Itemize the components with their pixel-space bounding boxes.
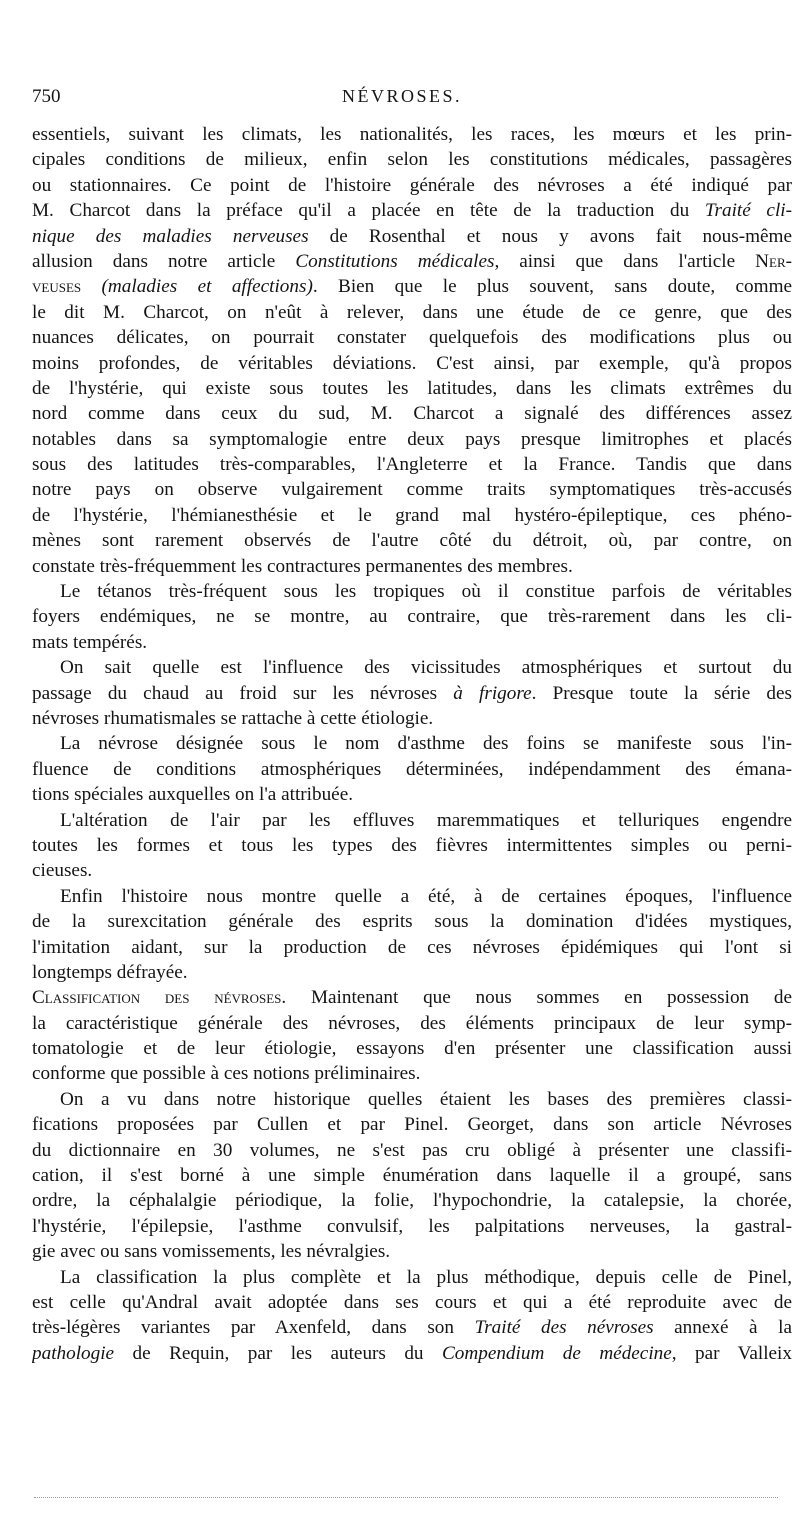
text-line: du dictionnaire en 30 volumes, ne s'est pas cru obligé à présenter une classifi-	[32, 1139, 792, 1161]
text-line: essentiels, suivant les climats, les nationalités, les races, les mœurs et les prin-	[32, 124, 792, 145]
text-line: On a vu dans notre historique quelles étaient les bases des premières classi-	[60, 1088, 792, 1110]
text-line: On sait quelle est l'influence des vicissitudes atmosphériques et surtout du	[60, 657, 792, 679]
text-line: cation, il s'est borné à une simple énumération dans laquelle il a groupé, sans	[32, 1165, 792, 1187]
text-line: Classification des névroses. Maintenant que nous sommes en possession de	[32, 987, 792, 1009]
text-line: tomatologie et de leur étiologie, essayons d'en présenter une classification aussi	[32, 1038, 792, 1060]
italic-text: nique des maladies nerveuses	[32, 225, 309, 247]
text-line: de l'hystérie, qui existe sous toutes les latitudes, dans les climats extrêmes du	[32, 377, 792, 399]
text-line: tions spéciales auxquelles on l'a attribuée.	[32, 784, 354, 806]
text-line: La névrose désignée sous le nom d'asthme des foins se manifeste sous l'in-	[60, 733, 792, 755]
text-line: Le tétanos très-fréquent sous les tropiques où il constitue parfois de véritables	[60, 581, 792, 603]
running-title: NÉVROSES.	[341, 86, 462, 106]
italic-text: Traité cli-	[704, 200, 792, 222]
text-line: sous des latitudes très-comparables, l'Angleterre et la France. Tandis que dans	[32, 454, 792, 476]
text-line: pathologie de Requin, par les auteurs du Compendium de médecine, par Valleix	[32, 1342, 792, 1364]
italic-text: Traité des névroses	[474, 1317, 654, 1339]
text-line: fications proposées par Cullen et par Pinel. Georget, dans son article Névroses	[32, 1114, 792, 1136]
text-line: gie avec ou sans vomissements, les névralgies.	[32, 1241, 391, 1263]
text-line: très-légères variantes par Axenfeld, dans son Traité des névroses annexé à la	[32, 1317, 792, 1339]
text-line: fluence de conditions atmosphériques déterminées, indépendamment des émana-	[32, 758, 792, 780]
text-line: l'imitation aidant, sur la production de ces névroses épidémiques qui l'ont si	[32, 936, 792, 958]
text-line: M. Charcot dans la préface qu'il a placée en tête de la traduction du Traité cli-	[32, 200, 792, 222]
text-line: mènes sont rarement observés de l'autre côté du détroit, où, par contre, on	[32, 530, 792, 552]
text-line: ou stationnaires. Ce point de l'histoire générale des névroses a été indiqué par	[32, 174, 792, 196]
italic-text: (maladies et affections)	[101, 276, 313, 298]
text-line: moins profondes, de véritables déviations. C'est ainsi, par exemple, qu'à propos	[32, 352, 792, 374]
body-text	[32, 122, 792, 1366]
small-caps-text: Ner-	[755, 250, 792, 272]
text-line: la caractéristique générale des névroses, des éléments principaux de leur symp-	[32, 1012, 792, 1034]
text-line: veuses (maladies et affections). Bien que le plus souvent, sans doute, comme	[32, 276, 792, 298]
text-line: longtemps défrayée.	[32, 961, 188, 983]
text-line: conforme que possible à ces notions préliminaires.	[32, 1063, 421, 1085]
text-line: ordre, la céphalalgie périodique, la folie, l'hypochondrie, la catalepsie, la chorée,	[32, 1190, 792, 1212]
text-line: Enfin l'histoire nous montre quelle a été, à de certaines époques, l'influence	[60, 885, 792, 907]
text-line: de l'hystérie, l'hémianesthésie et le grand mal hystéro-épileptique, ces phéno-	[32, 504, 792, 526]
text-line: notables dans sa symptomalogie entre deux pays presque limitrophes et placés	[32, 428, 792, 450]
text-line: L'altération de l'air par les effluves maremmatiques et telluriques engendre	[60, 809, 792, 831]
text-line: l'hystérie, l'épilepsie, l'asthme convulsif, les palpitations nerveuses, la gastral-	[32, 1215, 792, 1237]
small-caps-text: veuses	[32, 276, 82, 298]
text-line: mats tempérés.	[32, 631, 148, 653]
text-line: constate très-fréquemment les contractures permanentes des membres.	[32, 555, 573, 577]
text-line: La classification la plus complète et la plus méthodique, depuis celle de Pinel,	[60, 1266, 792, 1288]
text-line: est celle qu'Andral avait adoptée dans ses cours et qui a été reproduite avec de	[32, 1291, 792, 1313]
italic-text: pathologie	[32, 1342, 115, 1364]
text-line: foyers endémiques, ne se montre, au contraire, que très-rarement dans les cli-	[32, 606, 792, 628]
running-head	[32, 86, 772, 118]
text-line: cipales conditions de milieux, enfin selon les constitutions médicales, passagères	[32, 149, 792, 171]
footer-rule	[34, 1497, 778, 1498]
text-line: nuances délicates, on pourrait constater quelquefois des modifications plus ou	[32, 327, 792, 349]
italic-text: Compendium de médecine	[441, 1342, 672, 1364]
text-line: toutes les formes et tous les types des fièvres intermittentes simples ou perni-	[32, 834, 792, 856]
text-line: nord comme dans ceux du sud, M. Charcot a signalé des différences assez	[32, 403, 792, 425]
text-line: cieuses.	[32, 860, 93, 882]
text-line: névroses rhumatismales se rattache à cette étiologie.	[32, 707, 434, 729]
page-number: 750	[32, 86, 61, 107]
italic-text: à frigore	[453, 682, 532, 704]
text-line: de la surexcitation générale des esprits sous la domination d'idées mystiques,	[32, 911, 792, 933]
small-caps-text: Classification des névroses.	[32, 987, 287, 1009]
text-line: passage du chaud au froid sur les névroses à frigore. Presque toute la série des	[32, 682, 792, 704]
text-line: notre pays on observe vulgairement comme traits symptomatiques très-accusés	[32, 479, 792, 501]
text-line: allusion dans notre article Constitutions médicales, ainsi que dans l'article Ner-	[32, 250, 792, 272]
italic-text: Constitutions médicales	[295, 250, 495, 272]
text-line: le dit M. Charcot, on n'eût à relever, dans une étude de ce genre, que des	[32, 301, 792, 323]
text-line: nique des maladies nerveuses de Rosenthal et nous y avons fait nous-même	[32, 225, 792, 247]
